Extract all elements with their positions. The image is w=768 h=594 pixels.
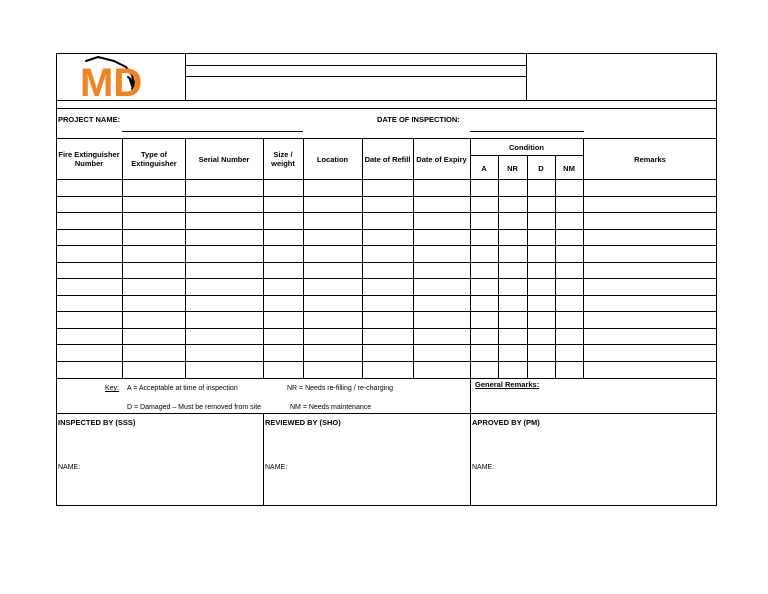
key-d: D = Damaged – Must be removed from site [127,404,262,411]
key-label: Key: [105,385,120,392]
general-remarks-label: General Remarks: [475,380,540,389]
table-row[interactable] [56,378,717,379]
header-remarks: Remarks [634,155,666,164]
header-type-of-extinguisher: Type of Extinguisher [131,150,177,168]
header-location: Location [316,155,349,164]
inspected-by-title: INSPECTED BY (SSS) [58,418,136,427]
table-row[interactable] [56,278,717,279]
table-row[interactable] [56,212,717,213]
condition-code-nr: NR [507,164,518,173]
table-row[interactable] [56,328,717,329]
key-a: A = Acceptable at time of inspection [127,385,238,392]
project-name-line[interactable] [122,131,303,132]
table-row[interactable] [56,196,717,197]
excavator-logo-icon [76,55,154,99]
inspected-by-name-label[interactable]: NAME: [58,464,81,471]
table-row[interactable] [56,311,717,312]
table-row[interactable] [56,229,717,230]
company-logo [76,55,154,99]
table-row[interactable] [56,245,717,246]
header-condition: Condition [509,143,544,152]
date-of-inspection-line[interactable] [470,131,584,132]
approved-by-title: APROVED BY (PM) [472,418,540,427]
table-row[interactable] [56,262,717,263]
approved-by-name-label[interactable]: NAME: [472,464,495,471]
reviewed-by-name-label[interactable]: NAME: [265,464,288,471]
condition-code-a: A [481,164,487,173]
header-date-of-expiry: Date of Expiry [416,155,467,164]
logo-text: MD [80,61,143,99]
header-date-of-refill: Date of Refill [364,155,411,164]
header-serial-number: Serial Number [198,155,250,164]
reviewed-by-title: REVIEWED BY (SHO) [265,418,341,427]
key-nm: NM = Needs maintenance [290,404,372,411]
condition-code-d: D [538,164,544,173]
date-of-inspection-label: DATE OF INSPECTION: [377,115,460,124]
table-row[interactable] [56,361,717,362]
key-nr: NR = Needs re-filling / re-charging [287,385,394,392]
header-fire-extinguisher-number: Fire Extinguisher Number [58,150,120,168]
table-row[interactable] [56,295,717,296]
project-name-label: PROJECT NAME: [58,115,121,124]
condition-code-nm: NM [563,164,575,173]
header-size-weight: Size / weight [271,150,295,168]
table-row[interactable] [56,344,717,345]
